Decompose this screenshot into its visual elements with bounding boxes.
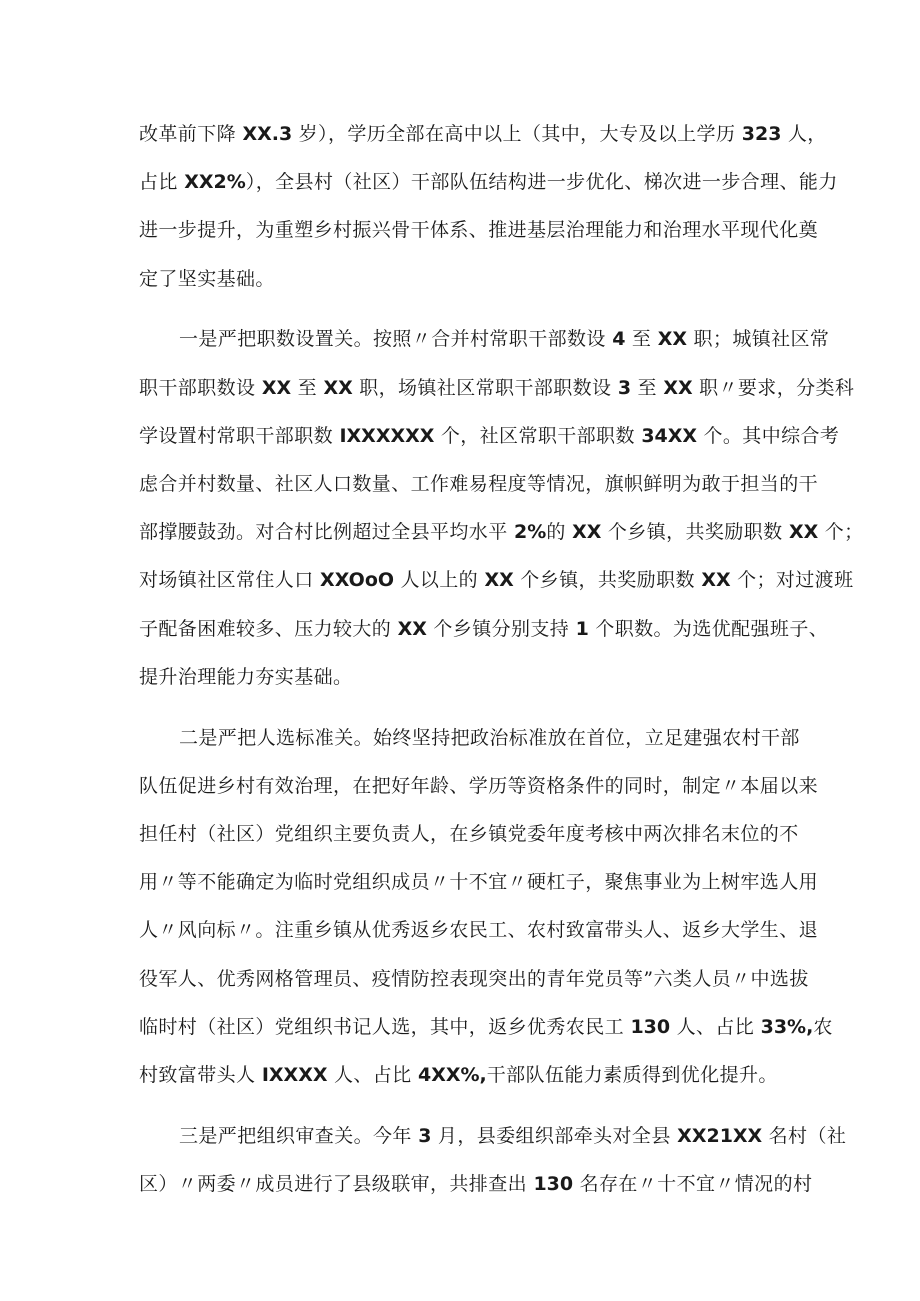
bold-figure: XX: [701, 569, 731, 592]
bold-figure: 323: [741, 123, 782, 145]
text-run: 学设置村常职干部职数: [139, 424, 340, 447]
paragraph-line: [139, 955, 809, 1003]
text-run: 子配备困难较多、压力较大的: [139, 617, 398, 640]
bold-figure: 3: [418, 1124, 432, 1147]
text-run: 二是严把人选标准关。始终坚持把政治标准放在首位，立足建强农村干部: [179, 726, 800, 749]
text-run: 个，社区常职干部职数: [434, 424, 642, 447]
bold-figure: 34XX: [641, 424, 698, 447]
bold-figure: IXXXX: [261, 1064, 328, 1087]
text-run: 担任村（社区）党组织主要负责人，在乡镇党委年度考核中两次排名末位的不: [139, 823, 799, 846]
bold-figure: XX: [323, 376, 353, 399]
text-run: 队伍促进乡村有效治理，在把好年龄、学历等资格条件的同时，制定〃本届以来: [139, 774, 819, 797]
text-run: 个。其中综合考: [697, 424, 840, 447]
text-run: 提升治理能力夯实基础。: [139, 665, 353, 688]
paragraph-line: [139, 508, 864, 556]
text-run: 个乡镇分别支持: [426, 617, 576, 640]
text-run: 名存在〃十不宜〃情况的村: [573, 1173, 813, 1196]
text-run: 临时村（社区）党组织书记人选，其中，返乡优秀农民工: [139, 1015, 631, 1038]
document-body: [139, 110, 864, 1221]
paragraph-line: [139, 605, 829, 653]
paragraph-4: [139, 1112, 847, 1208]
paragraph-line: [139, 110, 827, 158]
paragraph-line: [139, 206, 819, 254]
text-run: 个；对过渡班: [730, 569, 854, 592]
text-run: 人，: [781, 123, 827, 145]
paragraph-line: [139, 714, 800, 762]
text-run: 人以上的: [394, 569, 485, 592]
paragraph-line: [139, 810, 797, 858]
paragraph-line: [139, 1051, 797, 1099]
text-run: 月，县委组织部牵头对全县: [431, 1124, 678, 1147]
bold-figure: 4: [612, 328, 626, 351]
paragraph-line: [139, 556, 854, 604]
paragraph-line: [139, 315, 830, 363]
text-run: 定了坚实基础。: [139, 267, 275, 290]
bold-figure: 130: [630, 1015, 671, 1038]
text-run: 改革前下降: [139, 123, 243, 145]
text-run: 名村（社: [762, 1124, 847, 1147]
text-run: 职，场镇社区常职干部职数设: [352, 376, 618, 399]
bold-figure: XX: [572, 521, 602, 544]
text-run: 进一步提升，为重塑乡村振兴骨干体系、推进基层治理能力和治理水平现代化奠: [139, 219, 819, 242]
bold-figure: 1: [575, 617, 589, 640]
text-run: 至: [631, 376, 664, 399]
text-run: 人〃风向标〃。注重乡镇从优秀返乡农民工、农村致富带头人、返乡大学生、退: [139, 919, 819, 942]
paragraph-line: [139, 460, 819, 508]
text-run: 个；: [818, 521, 864, 544]
text-run: 人、占比: [670, 1015, 761, 1038]
bold-figure: XX21XX: [677, 1124, 763, 1147]
text-run: 对场镇社区常住人口: [139, 569, 321, 592]
text-run: 个乡镇，共奖励职数: [513, 569, 702, 592]
paragraph-line: [139, 1003, 833, 1051]
paragraph-3: [139, 714, 833, 1100]
bold-figure: 3: [617, 376, 632, 399]
text-run: 农: [813, 1015, 833, 1038]
text-run: 区）〃两委〃成员进行了县级联审，共排查出: [139, 1173, 534, 1196]
bold-figure: XXOoO: [320, 569, 395, 592]
text-run: 役军人、优秀网格管理员、疫情防控表现突出的青年党员等”六类人员〃中选拔: [139, 967, 809, 990]
text-run: 职；城镇社区常: [687, 328, 830, 351]
paragraph-line: [139, 1160, 813, 1208]
paragraph-line: [139, 858, 819, 906]
text-run: 的: [546, 521, 573, 544]
paragraph-line: [139, 364, 855, 412]
paragraph-line: [139, 412, 840, 460]
bold-figure: XX2%: [184, 171, 246, 194]
text-run: 一是严把职数设置关。按照〃合并村常职干部数设: [179, 328, 613, 351]
paragraph-2: [139, 315, 864, 701]
text-run: 三是严把组织审查关。今年: [179, 1124, 419, 1147]
text-run: 占比: [139, 171, 185, 194]
text-run: ），: [245, 171, 276, 194]
bold-figure: XX: [261, 376, 292, 399]
text-run: 职〃要求，分类科: [692, 376, 855, 399]
bold-figure: 4XX%,: [418, 1064, 487, 1087]
text-run: 至: [291, 376, 324, 399]
bold-figure: 130: [533, 1173, 574, 1196]
bold-figure: XX: [484, 569, 514, 592]
bold-figure: IXXXXXX: [339, 424, 435, 447]
paragraph-line: [139, 158, 838, 206]
paragraph-line: [139, 906, 819, 954]
bold-figure: XX: [397, 617, 427, 640]
text-run: 人、占比: [327, 1064, 418, 1087]
text-run: 部撑腰鼓劲。对合村比例超过全县平均水平: [139, 521, 515, 544]
paragraph-line: [139, 1112, 847, 1160]
bold-figure: 2%: [514, 521, 547, 544]
text-run: 干部队伍能力素质得到优化提升。: [486, 1064, 778, 1087]
text-run: 个职数。为选优配强班子、: [588, 617, 829, 640]
text-run: 村致富带头人: [139, 1064, 262, 1087]
paragraph-line: [139, 255, 797, 303]
bold-figure: 33%,: [760, 1015, 814, 1038]
paragraph-line: [139, 762, 819, 810]
text-run: 全县村（社区）干部队伍结构进一步优化、梯次进一步合理、能力: [275, 171, 838, 194]
text-run: 个乡镇，共奖励职数: [601, 521, 789, 544]
bold-figure: XX: [657, 328, 688, 351]
text-run: 职干部职数设: [139, 376, 262, 399]
bold-figure: XX: [788, 521, 819, 544]
text-run: 虑合并村数量、社区人口数量、工作难易程度等情况，旗帜鲜明为敢于担当的干: [139, 473, 819, 496]
bold-figure: XX.3: [242, 123, 293, 145]
text-run: 至: [625, 328, 658, 351]
paragraph-1: [139, 110, 838, 303]
paragraph-line: [139, 653, 797, 701]
bold-figure: XX: [663, 376, 693, 399]
text-run: 岁），学历全部在高中以上（其中，大专及以上学历: [292, 123, 742, 145]
text-run: 用〃等不能确定为临时党组织成员〃十不宜〃硬杠子，聚焦事业为上树牢选人用: [139, 871, 819, 894]
